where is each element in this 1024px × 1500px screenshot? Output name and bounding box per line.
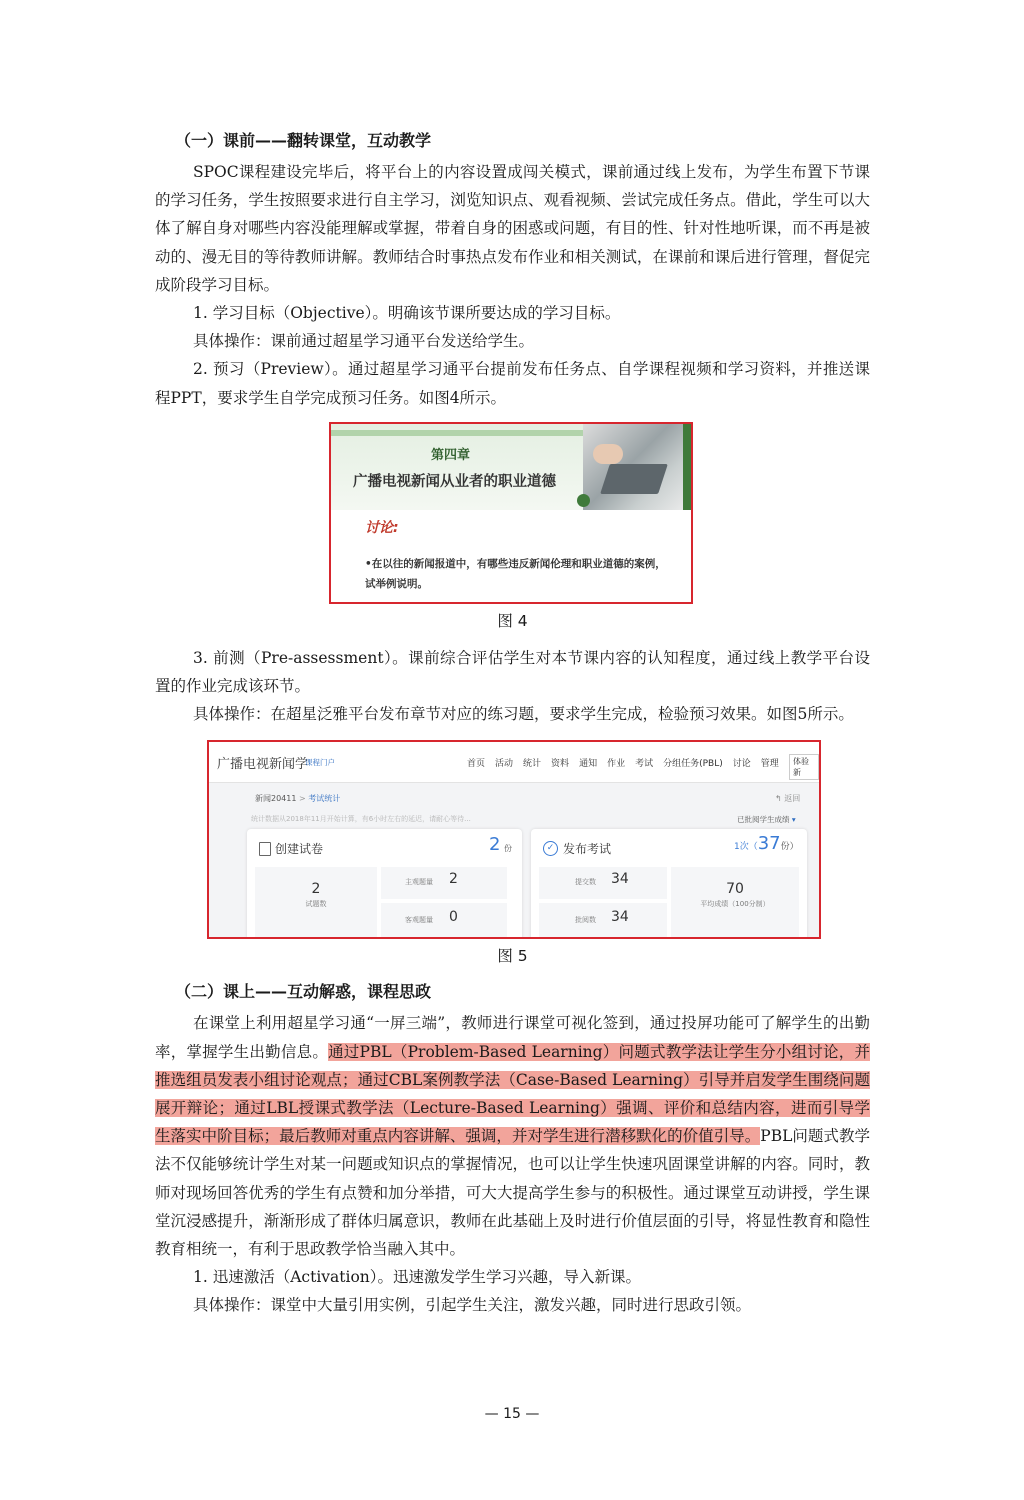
nav-item-pbl[interactable]: 分组任务(PBL)	[663, 759, 723, 770]
submitted-row	[539, 867, 667, 899]
nav-item-home[interactable]: 首页	[467, 759, 486, 770]
nav-item-materials[interactable]: 资料	[551, 759, 570, 770]
document-icon	[259, 842, 271, 856]
question-count-box	[255, 867, 377, 937]
subjective-label: 主观题量	[405, 878, 433, 887]
paragraph-intro: SPOC课程建设完毕后，将平台上的内容设置成闯关模式，课前通过线上发布，为学生布置下节课的学习任务，学生按照要求进行自主学习，浏览知识点、观看视频、尝试完成任务点。借此，学生可以大体了解自身对哪些内容没能理解或掌握，带着自身的困惑或问题，有目的性、针对性地听课，而不再是被动的、漫无目的等待教师讲解。教师结合时事热点发布作业和相关测试，在课前和课后进行管理，督促完成阶段学习目标。	[155, 163, 870, 294]
operation-objective: 具体操作：课前通过超星学习通平台发送给学生。	[193, 332, 535, 351]
reviewed-row	[539, 903, 667, 937]
subjective-value: 2	[449, 871, 458, 888]
paragraph-in-class-tail: PBL问题式教学法不仅能够统计学生对某一问题或知识点的掌握情况，也可以让学生快速巩固课堂讲解的内容。同时，教师对现场回答优秀的学生有点赞和加分举措，可大大提高学生参与的积极性。通过课堂互动讲授，学生课堂沉浸感提升，渐渐形成了群体归属意识，教师在此基础上及时进行价值层面的引导，将显性教育和隐性教育相统一，有利于思政教学恰当融入其中。	[155, 1127, 870, 1259]
slide-photo	[583, 424, 691, 510]
average-score-label: 平均成绩（100分制）	[700, 900, 770, 909]
figure-4-caption: 图 4	[497, 611, 528, 630]
exam-count-prefix: 1次（	[734, 842, 758, 853]
breadcrumb-separator: >	[299, 794, 306, 804]
section-heading-1: （一）课前——翻转课堂，互动教学	[175, 131, 432, 150]
card-publish-exam	[531, 829, 807, 939]
highlighted-passage: 通过PBL（Problem-Based Learning）问题式教学法让学生分小组讨论，并推选组员发表小组讨论观点；通过CBL案例教学法（Case-Based Learning）引导并启发学生围绕问题展开辩论；通过LBL授课式教学法（Lecture-Based Learning）强调、评价和总结内容，进而引导学生落实中阶目标；最后教师对重点内容讲解、强调，并对学生进行潜移默化的价值引导。	[155, 1042, 870, 1146]
paragraph-in-class	[155, 1009, 870, 1263]
submitted-value: 34	[611, 871, 629, 888]
document-page	[155, 128, 870, 1320]
laptop-shape	[600, 464, 668, 494]
operation-activation: 具体操作：课堂中大量引用实例，引起学生关注，激发兴趣，同时进行思政引领。	[193, 1296, 752, 1315]
slide-bullet-text: •在以往的新闻报道中，有哪些违反新闻伦理和职业道德的案例，试举例说明。	[365, 557, 666, 590]
question-count-value: 2	[311, 881, 321, 898]
page-number: — 15 —	[484, 1406, 540, 1422]
exam-count-value: 37	[757, 833, 781, 855]
platform-header	[209, 742, 819, 783]
breadcrumb	[255, 793, 340, 804]
figure-4-slide	[329, 422, 693, 604]
nav-item-manage[interactable]: 管理	[760, 759, 779, 770]
nav-item-homework[interactable]: 作业	[607, 759, 626, 770]
average-score-box	[671, 867, 799, 937]
nav-item-stats[interactable]: 统计	[523, 759, 542, 770]
question-count-label: 试题数	[305, 900, 327, 909]
nav-item-activity[interactable]: 活动	[495, 759, 514, 770]
paper-count-unit: 份	[504, 844, 512, 854]
grade-filter-dropdown[interactable]	[737, 814, 796, 825]
exam-count-suffix: 份）	[780, 842, 799, 853]
nav-item-try-new[interactable]: 体验新	[789, 754, 819, 780]
back-link[interactable]	[775, 793, 800, 804]
nav-item-notice[interactable]: 通知	[579, 759, 598, 770]
submitted-label: 提交数	[575, 878, 596, 887]
slide-discussion-label: 讨论:	[365, 519, 399, 536]
objective-label: 客观题量	[405, 916, 433, 925]
average-score-value: 70	[726, 881, 744, 898]
paper-count: 2	[489, 834, 501, 856]
reviewed-label: 批阅数	[575, 916, 596, 925]
subjective-row	[381, 867, 507, 899]
grade-filter-value: 已批阅学生成绩	[737, 815, 790, 825]
operation-preassessment: 具体操作：在超星泛雅平台发布章节对应的练习题，要求学生完成，检验预习效果。如图5所示。	[193, 705, 854, 724]
list-item-objective: 1. 学习目标（Objective）。明确该节课所要达成的学习目标。	[193, 304, 621, 323]
reviewed-value: 34	[611, 909, 629, 926]
objective-value: 0	[449, 909, 458, 926]
platform-title: 广播电视新闻学	[217, 757, 309, 773]
platform-nav	[467, 756, 779, 769]
card-create-paper	[247, 829, 522, 939]
objective-row	[381, 903, 507, 937]
section-heading-2: （二）课上——互动解惑，课程思政	[175, 982, 432, 1002]
exam-count	[734, 833, 799, 854]
figure-5-caption: 图 5	[497, 947, 528, 966]
hand-shape	[593, 444, 623, 464]
breadcrumb-current: 考试统计	[308, 794, 341, 804]
slide-dot	[577, 494, 590, 507]
card-create-paper-title: 创建试卷	[275, 842, 324, 857]
breadcrumb-root[interactable]: 新闻20411	[255, 794, 297, 804]
list-item-preassessment: 3. 前测（Pre-assessment）。课前综合评估学生对本节课内容的认知程度，通过线上教学平台设置的作业完成该环节。	[155, 648, 870, 696]
nav-item-exam[interactable]: 考试	[635, 759, 654, 770]
check-circle-icon: ✓	[543, 841, 558, 856]
card-publish-exam-title: 发布考试	[563, 842, 612, 857]
chevron-down-icon: ▾	[791, 815, 796, 825]
slide-chapter: 第四章	[431, 447, 471, 463]
back-link-label: 返回	[784, 794, 801, 804]
slide-green-strip	[683, 424, 691, 510]
paragraph-in-class-lead: 在课堂上利用超星学习通“一屏三端”，教师进行课堂可视化签到，通过投屏功能可了解学生的出勤率，掌握学生出勤信息。	[155, 1014, 870, 1061]
nav-item-discussion[interactable]: 讨论	[732, 759, 751, 770]
figure-5-screenshot	[207, 740, 821, 939]
back-arrow-icon: ↰	[775, 794, 782, 804]
stats-notice: 统计数据从2018年11月开始计算，有6小时左右的延迟，请耐心等待...	[251, 815, 471, 824]
list-item-activation: 1. 迅速激活（Activation）。迅速激发学生学习兴趣，导入新课。	[193, 1268, 642, 1287]
platform-subtitle: 课程门户	[305, 758, 335, 768]
slide-title: 广播电视新闻从业者的职业道德	[353, 473, 556, 490]
list-item-preview: 2. 预习（Preview）。通过超星学习通平台提前发布任务点、自学课程视频和学习资料，并推送课程PPT，要求学生自学完成预习任务。如图4所示。	[155, 360, 870, 407]
